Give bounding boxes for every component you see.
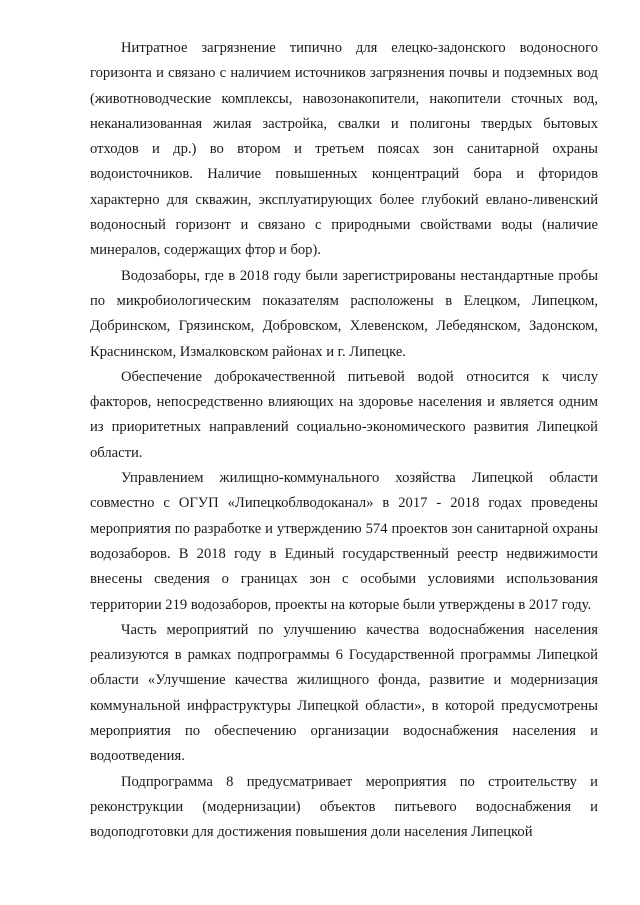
paragraph-water-intakes: Водозаборы, где в 2018 году были зарегистрированы нестандартные пробы по микробиологическим показателям расположены в Елецком, Липецком, Добринском, Грязинском, Добровском, Хлевенском, Лебедянском, Задонском, Краснинском, Измалковском районах и г. Липецке. — [90, 267, 598, 360]
paragraph-drinking-water-provision: Обеспечение доброкачественной питьевой водой относится к числу факторов, непосредственно влияющих на здоровье населения и является одним из приоритетных направлений социально-экономического развития Липецкой области. — [90, 368, 598, 461]
paragraph-nitrate-pollution: Нитратное загрязнение типично для елецко-задонского водоносного горизонта и связано с наличием источников загрязнения почвы и подземных вод (животноводческие комплексы, навозонакопители, накопители сточных вод, неканализованная жилая застройка, свалки и полигоны твердых бытовых отходов и др.) во втором и третьем поясах зон санитарной охраны водоисточников. Наличие повышенных концентраций бора и фторидов характерно для скважин, эксплуатирующих более глубокий евлано-ливенский водоносный горизонт и связано с природными свойствами воды (наличие минералов, содержащих фтор и бор). — [90, 40, 598, 259]
document-body — [90, 36, 598, 846]
paragraph-subprogram-6: Часть мероприятий по улучшению качества водоснабжения населения реализуются в рамках подпрограммы 6 Государственной программы Липецкой области «Улучшение качества жилищного фонда, развитие и модернизация коммунальной инфраструктуры Липецкой области», в которой предусмотрены мероприятия по обеспечению организации водоснабжения населения и водоотведения. — [90, 621, 598, 765]
paragraph-housing-utilities-department: Управлением жилищно-коммунального хозяйства Липецкой области совместно с ОГУП «Липецкоблводоканал» в 2017 - 2018 годах проведены мероприятия по разработке и утверждению 574 проектов зон санитарной охраны водозаборов. В 2018 году в Единый государственный реестр недвижимости внесены сведения о границах зон с особыми условиями использования территории 219 водозаборов, проекты на которые были утверждены в 2017 году. — [90, 470, 598, 613]
paragraph-subprogram-8: Подпрограмма 8 предусматривает мероприятия по строительству и реконструкции (модернизации) объектов питьевого водоснабжения и водоподготовки для достижения повышения доли населения Липецкой — [90, 773, 598, 841]
